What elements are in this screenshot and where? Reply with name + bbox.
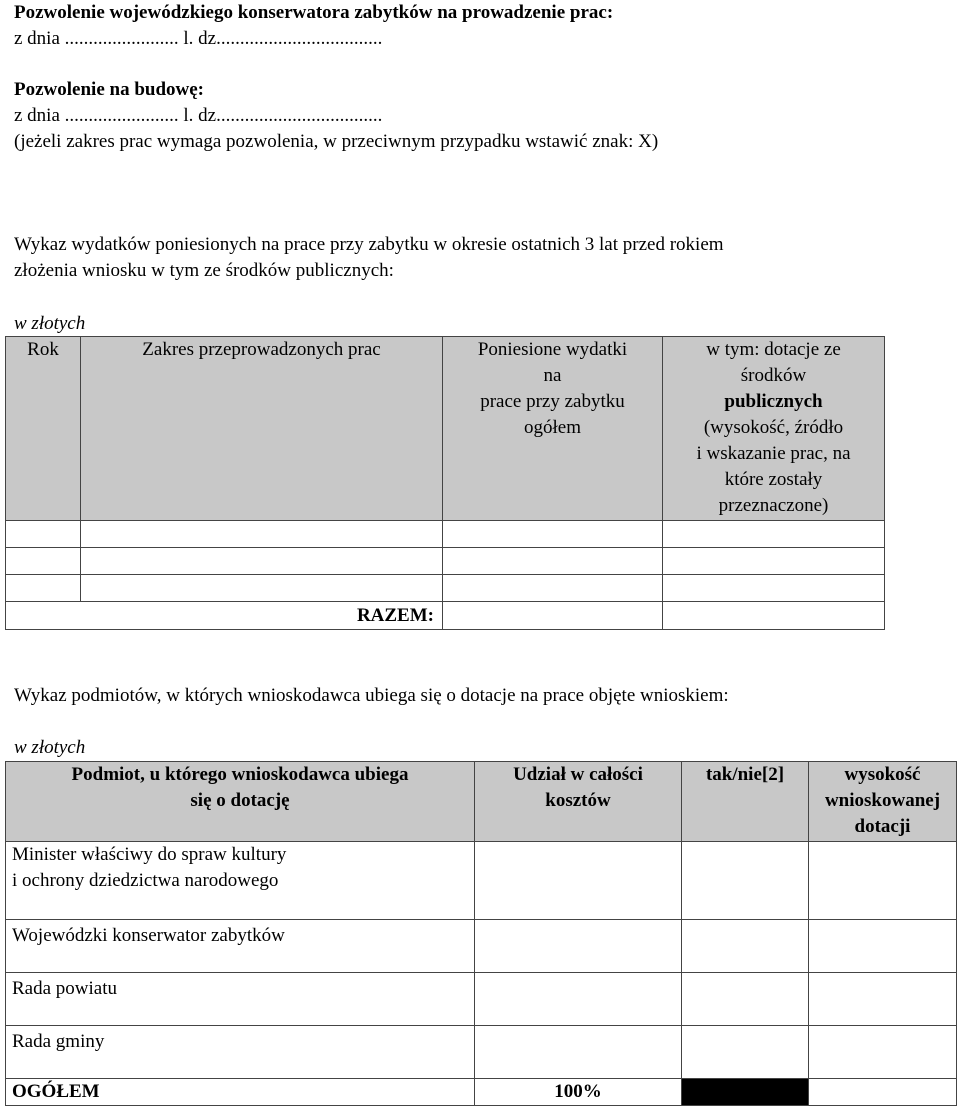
share-cell[interactable] [475, 920, 682, 973]
header-total-line: ogółem [524, 417, 581, 438]
county-label: Rada powiatu [6, 973, 475, 1026]
header-yes-no-label: tak/nie[2] [705, 764, 785, 785]
yes-no-cell[interactable] [682, 1026, 809, 1079]
total-sum-cell[interactable] [443, 602, 663, 630]
entities-intro: Wykaz podmiotów, w których wnioskodawca ubiega się o dotacje na prace objęte wnioskiem: [14, 685, 729, 706]
header-amount-line: wysokość [844, 764, 921, 785]
total-cell[interactable] [443, 521, 663, 548]
header-share-line: kosztów [545, 790, 611, 811]
header-total-line: Poniesione wydatki [477, 339, 628, 360]
header-public-line: publicznych [724, 391, 823, 412]
table-row [6, 575, 885, 602]
yes-no-cell[interactable] [682, 973, 809, 1026]
table-row [6, 548, 885, 575]
scope-cell[interactable] [81, 575, 443, 602]
header-share [475, 762, 682, 842]
header-public-line: (wysokość, źródło [703, 417, 844, 438]
table-row [6, 842, 957, 920]
voivodeship-label: Wojewódzki konserwator zabytków [6, 920, 475, 973]
header-amount [809, 762, 957, 842]
conservator-permit-title: Pozwolenie wojewódzkiego konserwatora zabytków na prowadzenie prac: [14, 2, 614, 23]
public-cell[interactable] [663, 521, 885, 548]
building-permit-note: (jeżeli zakres prac wymaga pozwolenia, w przeciwnym przypadku wstawić znak: X) [14, 131, 659, 152]
header-public-line: środków [740, 365, 807, 386]
header-total-line: na [543, 365, 562, 386]
header-total-line: prace przy zabytku [480, 391, 625, 412]
expenses-intro-line1: Wykaz wydatków poniesionych na prace przy zabytku w okresie ostatnich 3 lat przed rokiem [14, 234, 724, 255]
share-cell[interactable] [475, 1026, 682, 1079]
conservator-permit-date-line: z dnia ........................ l. dz................................... [14, 28, 383, 49]
table-row [6, 973, 957, 1026]
expenses-unit: w złotych [14, 313, 86, 334]
yes-no-cell[interactable] [682, 842, 809, 920]
total-amount-cell[interactable] [809, 1079, 957, 1106]
municipality-label: Rada gminy [6, 1026, 475, 1079]
total-row [6, 602, 885, 630]
expenses-table [5, 336, 885, 630]
razem-label: RAZEM: [6, 602, 443, 630]
header-amount-line: wnioskowanej [824, 790, 941, 811]
entities-table [5, 761, 957, 1106]
entities-unit: w złotych [14, 737, 86, 758]
blacked-out-cell [682, 1079, 809, 1106]
building-permit-title: Pozwolenie na budowę: [14, 79, 204, 100]
total-share: 100% [475, 1079, 682, 1106]
header-share-line: Udział w całości [513, 764, 643, 785]
table-row [6, 521, 885, 548]
header-scope-label: Zakres przeprowadzonych prac [142, 339, 381, 360]
header-year [6, 337, 81, 521]
share-cell[interactable] [475, 842, 682, 920]
amount-cell[interactable] [809, 842, 957, 920]
header-public-grants [663, 337, 885, 521]
total-cell[interactable] [443, 548, 663, 575]
header-entity-line: Podmiot, u którego wnioskodawca ubiega [71, 764, 409, 785]
building-permit-date-line: z dnia ........................ l. dz................................... [14, 105, 383, 126]
header-amount-line: dotacji [854, 816, 911, 837]
table-row [6, 1026, 957, 1079]
share-cell[interactable] [475, 973, 682, 1026]
table-row [6, 920, 957, 973]
total-cell[interactable] [443, 575, 663, 602]
minister-line: Minister właściwy do spraw kultury [12, 844, 287, 865]
header-total-expenses [443, 337, 663, 521]
amount-cell[interactable] [809, 920, 957, 973]
ogolem-label: OGÓŁEM [6, 1079, 475, 1106]
public-cell[interactable] [663, 548, 885, 575]
year-cell[interactable] [6, 548, 81, 575]
minister-label [6, 842, 475, 920]
header-entity [6, 762, 475, 842]
header-yes-no [682, 762, 809, 842]
minister-line: i ochrony dziedzictwa narodowego [12, 870, 279, 891]
scope-cell[interactable] [81, 521, 443, 548]
header-public-line: w tym: dotacje ze [706, 339, 841, 360]
scope-cell[interactable] [81, 548, 443, 575]
header-public-line: przeznaczone) [718, 495, 829, 516]
public-sum-cell[interactable] [663, 602, 885, 630]
total-row [6, 1079, 957, 1106]
yes-no-cell[interactable] [682, 920, 809, 973]
header-public-line: które zostały [724, 469, 823, 490]
expenses-intro-line2: złożenia wniosku w tym ze środków publicznych: [14, 260, 394, 281]
amount-cell[interactable] [809, 973, 957, 1026]
header-entity-line: się o dotację [190, 790, 290, 811]
year-cell[interactable] [6, 575, 81, 602]
amount-cell[interactable] [809, 1026, 957, 1079]
header-year-label: Rok [27, 339, 59, 360]
public-cell[interactable] [663, 575, 885, 602]
header-public-line: i wskazanie prac, na [696, 443, 851, 464]
year-cell[interactable] [6, 521, 81, 548]
header-scope [81, 337, 443, 521]
